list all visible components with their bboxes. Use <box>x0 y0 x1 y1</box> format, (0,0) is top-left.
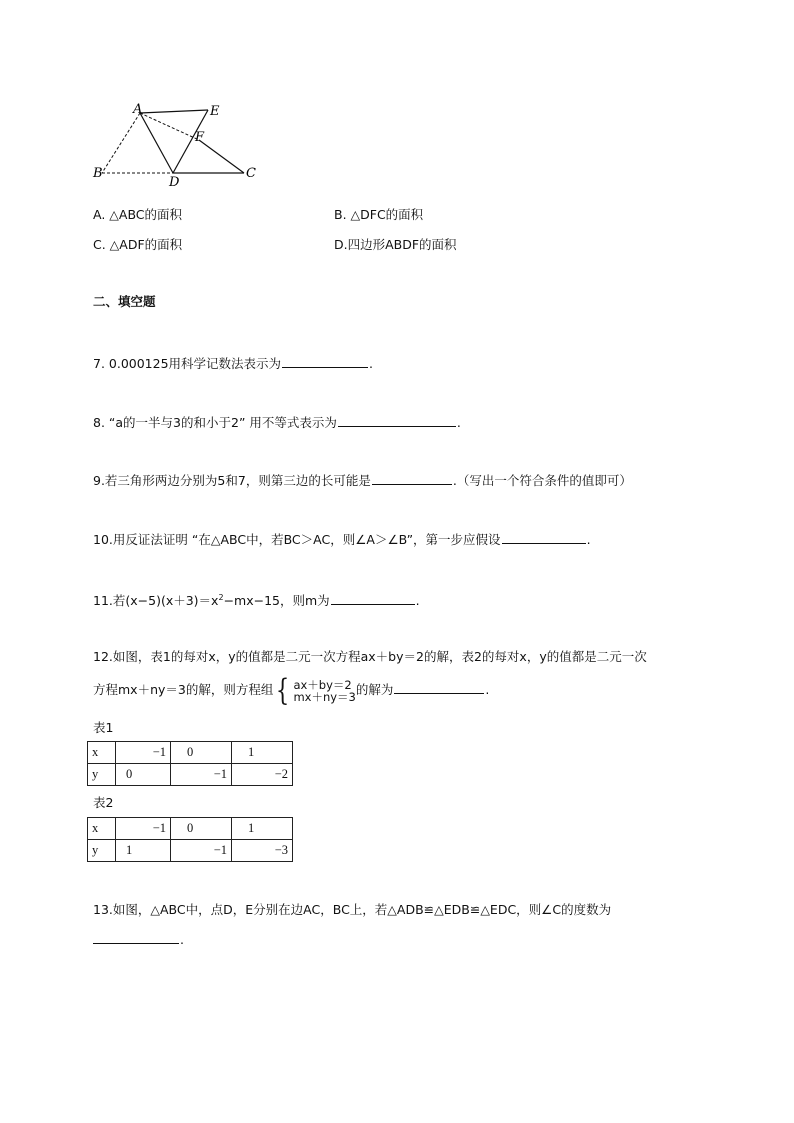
answer-blank-12[interactable] <box>394 681 484 694</box>
section-title: 二、填空题 <box>93 294 156 309</box>
table-cell: 1 <box>232 818 293 840</box>
table-cell: −2 <box>232 764 293 786</box>
segment-af <box>140 113 199 140</box>
question-7-end: . <box>369 356 374 371</box>
table1-caption: 表1 <box>93 720 114 735</box>
question-11-pre: 11.若(x−5)(x＋3)＝x <box>93 593 219 609</box>
question-9 <box>93 472 632 489</box>
option-a[interactable]: A. △ABC的面积 <box>93 207 183 222</box>
table2 <box>87 817 293 862</box>
question-10-text: 10.用反证法证明 “在△ABC中，若BC＞AC，则∠A＞∠B”，第一步应假设 <box>93 532 501 547</box>
option-d[interactable]: D.四边形ABDF的面积 <box>334 237 457 252</box>
question-13-line2 <box>93 931 184 948</box>
table-cell: x <box>88 742 116 764</box>
table-cell: −1 <box>116 742 171 764</box>
table2-row-y <box>88 840 293 862</box>
answer-blank-13[interactable] <box>93 931 179 944</box>
question-12-line2-pre: 方程mx＋ny＝3的解，则方程组 <box>93 682 274 697</box>
question-11-exponent: 2 <box>218 593 224 602</box>
point-label-c: C <box>246 166 256 181</box>
equation-system <box>273 672 356 708</box>
question-11 <box>93 590 420 609</box>
answer-blank-9[interactable] <box>372 472 452 485</box>
option-b[interactable]: B. △DFC的面积 <box>334 207 424 222</box>
table-cell: −1 <box>116 818 171 840</box>
question-8-text: 8. “a的一半与3的和小于2” 用不等式表示为 <box>93 415 337 430</box>
answer-blank-7[interactable] <box>282 355 368 368</box>
segment-ae <box>140 110 208 113</box>
table-cell: −1 <box>171 840 232 862</box>
point-label-b: B <box>93 166 103 181</box>
table-cell: 0 <box>171 742 232 764</box>
option-c[interactable]: C. △ADF的面积 <box>93 237 183 252</box>
question-13-line1: 13.如图，△ABC中，点D，E分别在边AC，BC上，若△ADB≌△EDB≌△EDC，则∠C的度数为 <box>93 902 612 917</box>
question-11-post: −mx−15，则m为 <box>223 593 330 609</box>
table1 <box>87 741 293 786</box>
question-9-text: 9.若三角形两边分别为5和7，则第三边的长可能是 <box>93 473 371 488</box>
point-label-f: F <box>195 130 205 145</box>
question-10-end: . <box>586 532 591 547</box>
question-7-text: 7. 0.000125用科学记数法表示为 <box>93 356 282 371</box>
answer-blank-10[interactable] <box>502 531 586 544</box>
question-12-line2 <box>93 672 490 708</box>
segment-ad <box>140 113 173 173</box>
segment-fc <box>199 140 244 173</box>
table2-row-x <box>88 818 293 840</box>
table-cell: y <box>88 764 116 786</box>
table-cell: 0 <box>116 764 171 786</box>
table1-row-x <box>88 742 293 764</box>
table-cell: 1 <box>232 742 293 764</box>
answer-blank-8[interactable] <box>338 414 456 427</box>
question-9-end: .（写出一个符合条件的值即可） <box>452 473 632 488</box>
point-label-a: A <box>133 102 143 117</box>
point-label-e: E <box>210 104 220 119</box>
table2-caption: 表2 <box>93 795 114 810</box>
question-10 <box>93 531 591 548</box>
table-cell: 1 <box>116 840 171 862</box>
equation-2: mx＋ny＝3 <box>293 689 356 704</box>
question-12-line1: 12.如图，表1的每对x，y的值都是二元一次方程ax＋by＝2的解，表2的每对x，y的值都是二元一次 <box>93 649 647 664</box>
table-cell: 0 <box>171 818 232 840</box>
question-12-line2-post: 的解为 <box>355 682 394 697</box>
question-8 <box>93 414 461 431</box>
table1-row-y <box>88 764 293 786</box>
point-label-d: D <box>169 175 180 190</box>
question-13-end: . <box>180 932 184 947</box>
table-cell: −3 <box>232 840 293 862</box>
brace-symbol: { <box>276 672 290 708</box>
equation-1: ax＋by＝2 <box>293 677 352 692</box>
question-11-end: . <box>415 593 420 609</box>
question-8-end: . <box>456 415 461 430</box>
question-12-end: . <box>485 682 490 697</box>
table-cell: −1 <box>171 764 232 786</box>
segment-ab <box>102 113 140 173</box>
geometry-figure <box>88 100 268 190</box>
table-cell: x <box>88 818 116 840</box>
answer-blank-11[interactable] <box>331 592 415 605</box>
question-7 <box>93 355 373 372</box>
table-cell: y <box>88 840 116 862</box>
